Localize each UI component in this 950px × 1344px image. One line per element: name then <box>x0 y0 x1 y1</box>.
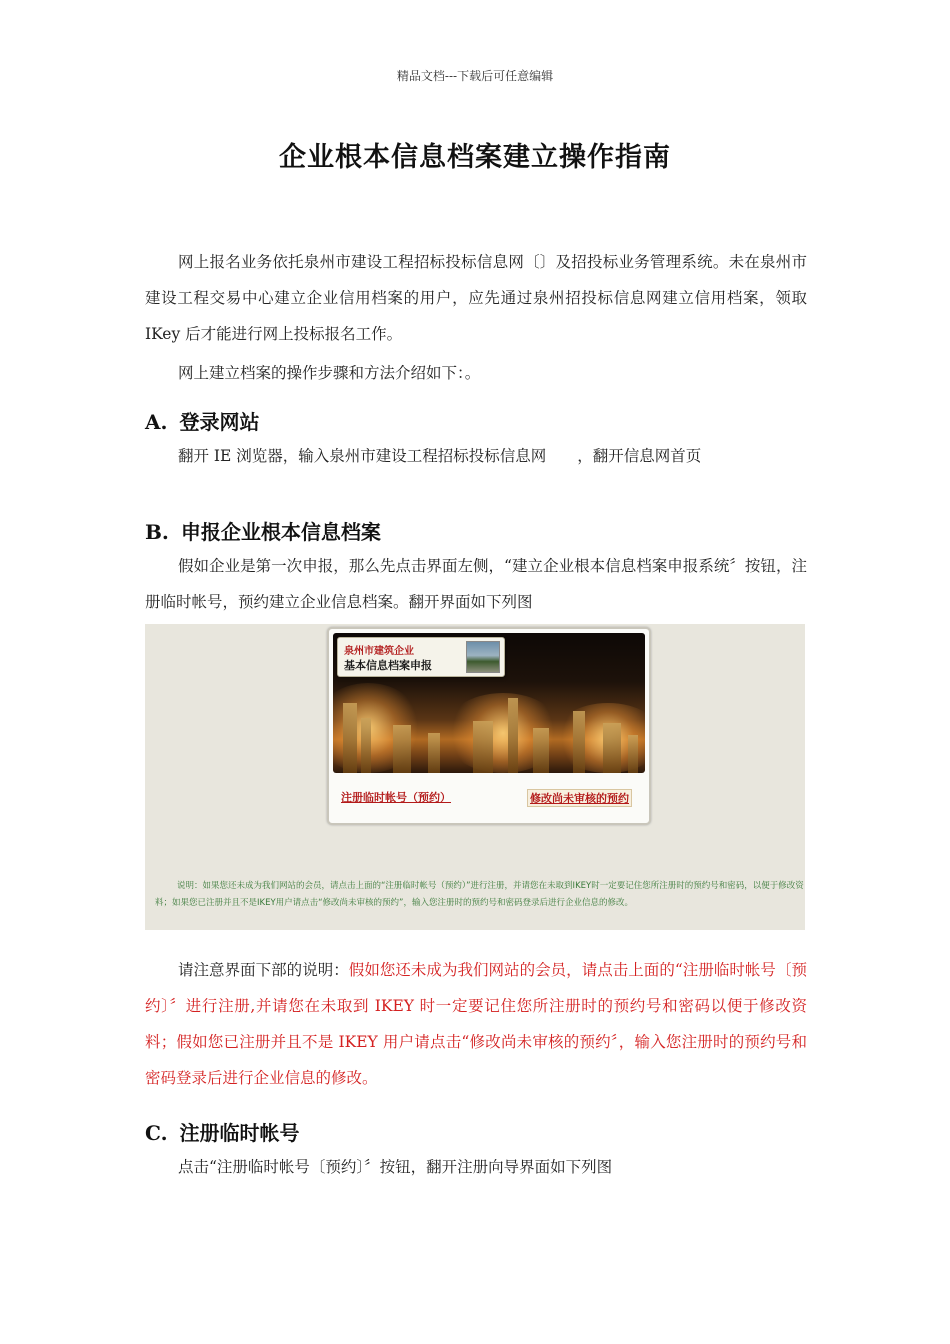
badge-thumbnail <box>466 641 500 673</box>
section-a-title: 登录网站 <box>179 410 260 434</box>
section-b-body: 假如企业是第一次申报，那么先点击界面左侧，“建立企业根本信息档案申报系统〞按钮，注册临时帐号，预约建立企业信息档案。翻开界面如下列图 <box>145 557 807 611</box>
section-b-letter: B. <box>145 520 169 544</box>
intro-paragraph: 网上报名业务依托泉州市建设工程招标投标信息网〔〕及招投标业务管理系统。未在泉州市建设工程交易中心建立企业信用档案的用户，应先通过泉州招投标信息网建立信用档案，领取 IKey 后才能进行网上投标报名工作。 <box>145 253 807 343</box>
page-title: 企业根本信息档案建立操作指南 <box>279 142 671 173</box>
section-a-heading <box>145 406 259 435</box>
register-temp-account-button[interactable]: 注册临时帐号（预约） <box>341 791 451 804</box>
system-badge <box>337 637 505 677</box>
section-c-title: 注册临时帐号 <box>179 1121 300 1145</box>
section-b-note <box>145 952 807 1096</box>
login-panel <box>327 627 651 825</box>
note-red-text: 假如您还未成为我们网站的会员，请点击上面的“注册临时帐号〔预约〕〞进行注册,并请您在未取到 IKEY 时一定要记住您所注册时的预约号和密码以便于修改资料；假如您已注册并且不是 IKEY 用户请点击“修改尚未审核的预约〞，输入您注册时的预约号和密码登录后进行企业信息的修改。 <box>145 961 807 1087</box>
section-a-body: 翻开 IE 浏览器，输入泉州市建设工程招标投标信息网 ，翻开信息网首页 <box>178 447 702 465</box>
badge-line-1: 泉州市建筑企业 <box>344 646 414 657</box>
system-screenshot <box>145 624 805 930</box>
section-b-heading <box>145 516 381 545</box>
section-c-letter: C. <box>145 1121 168 1145</box>
section-a-letter: A. <box>145 410 168 434</box>
badge-line-2: 基本信息档案申报 <box>344 659 432 672</box>
section-c-heading <box>145 1117 300 1146</box>
note-prefix: 请注意界面下部的说明： <box>178 961 349 979</box>
section-b-title: 申报企业根本信息档案 <box>180 520 381 544</box>
intro-steps-line: 网上建立档案的操作步骤和方法介绍如下：。 <box>178 364 481 382</box>
page-header: 精品文档---下载后可任意编辑 <box>396 69 554 83</box>
section-c-body: 点击“注册临时帐号〔预约〕〞按钮，翻开注册向导界面如下列图 <box>178 1158 613 1176</box>
modify-unreviewed-reservation-button[interactable]: 修改尚未审核的预约 <box>527 789 632 807</box>
city-night-image <box>333 633 645 773</box>
screenshot-note: 说明：如果您还未成为我们网站的会员，请点击上面的“注册临时帐号（预约）”进行注册，并请您在未取到IKEY时一定要记住您所注册时的预约号和密码，以便于修改资料；如果您已注册并且不是IKEY用户请点击“修改尚未审核的预约”，输入您注册时的预约号和密码登录后进行企业信息的修改。 <box>155 881 804 908</box>
